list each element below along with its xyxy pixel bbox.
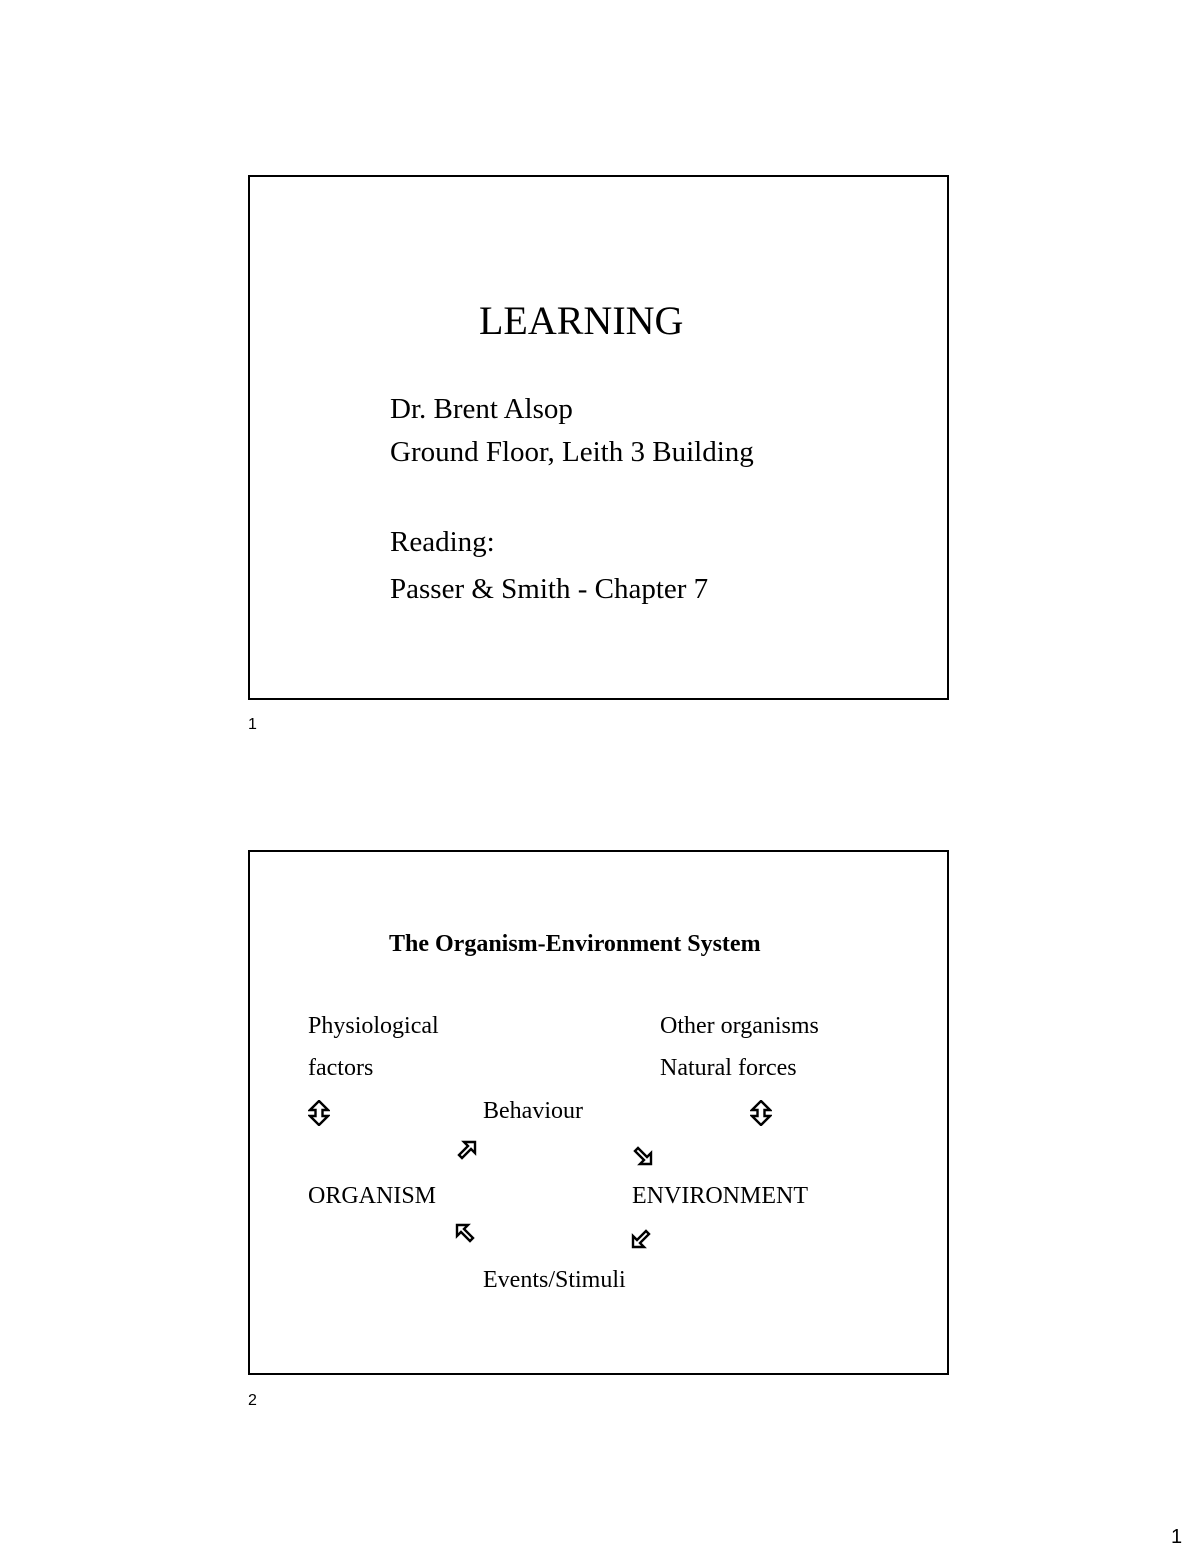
lecturer-location: Ground Floor, Leith 3 Building: [390, 436, 754, 468]
reading-label: Reading:: [390, 526, 495, 558]
environment-label: ENVIRONMENT: [632, 1183, 808, 1209]
events-stimuli-label: Events/Stimuli: [483, 1267, 626, 1293]
factors-label: factors: [308, 1055, 374, 1081]
updown-arrow-icon: [750, 1100, 776, 1126]
arrow-down-left-icon: [631, 1227, 657, 1253]
slide-2: [248, 850, 949, 1375]
arrow-up-left-icon: [455, 1223, 481, 1249]
other-organisms-label: Other organisms: [660, 1013, 819, 1039]
reading-reference: Passer & Smith - Chapter 7: [390, 573, 709, 605]
slide-2-title: The Organism-Environment System: [389, 931, 761, 957]
natural-forces-label: Natural forces: [660, 1055, 797, 1081]
slide-1-title: LEARNING: [479, 298, 684, 343]
lecturer-name: Dr. Brent Alsop: [390, 393, 573, 425]
page-number: 1: [1171, 1526, 1183, 1548]
slide-number-2: 2: [248, 1392, 257, 1409]
arrow-down-right-icon: [631, 1144, 657, 1170]
slide-number-1: 1: [248, 716, 257, 733]
updown-arrow-icon: [308, 1100, 334, 1126]
arrow-up-right-icon: [455, 1140, 481, 1166]
physiological-label: Physiological: [308, 1013, 439, 1039]
behaviour-label: Behaviour: [483, 1098, 583, 1124]
slide-1: [248, 175, 949, 700]
organism-label: ORGANISM: [308, 1183, 437, 1209]
